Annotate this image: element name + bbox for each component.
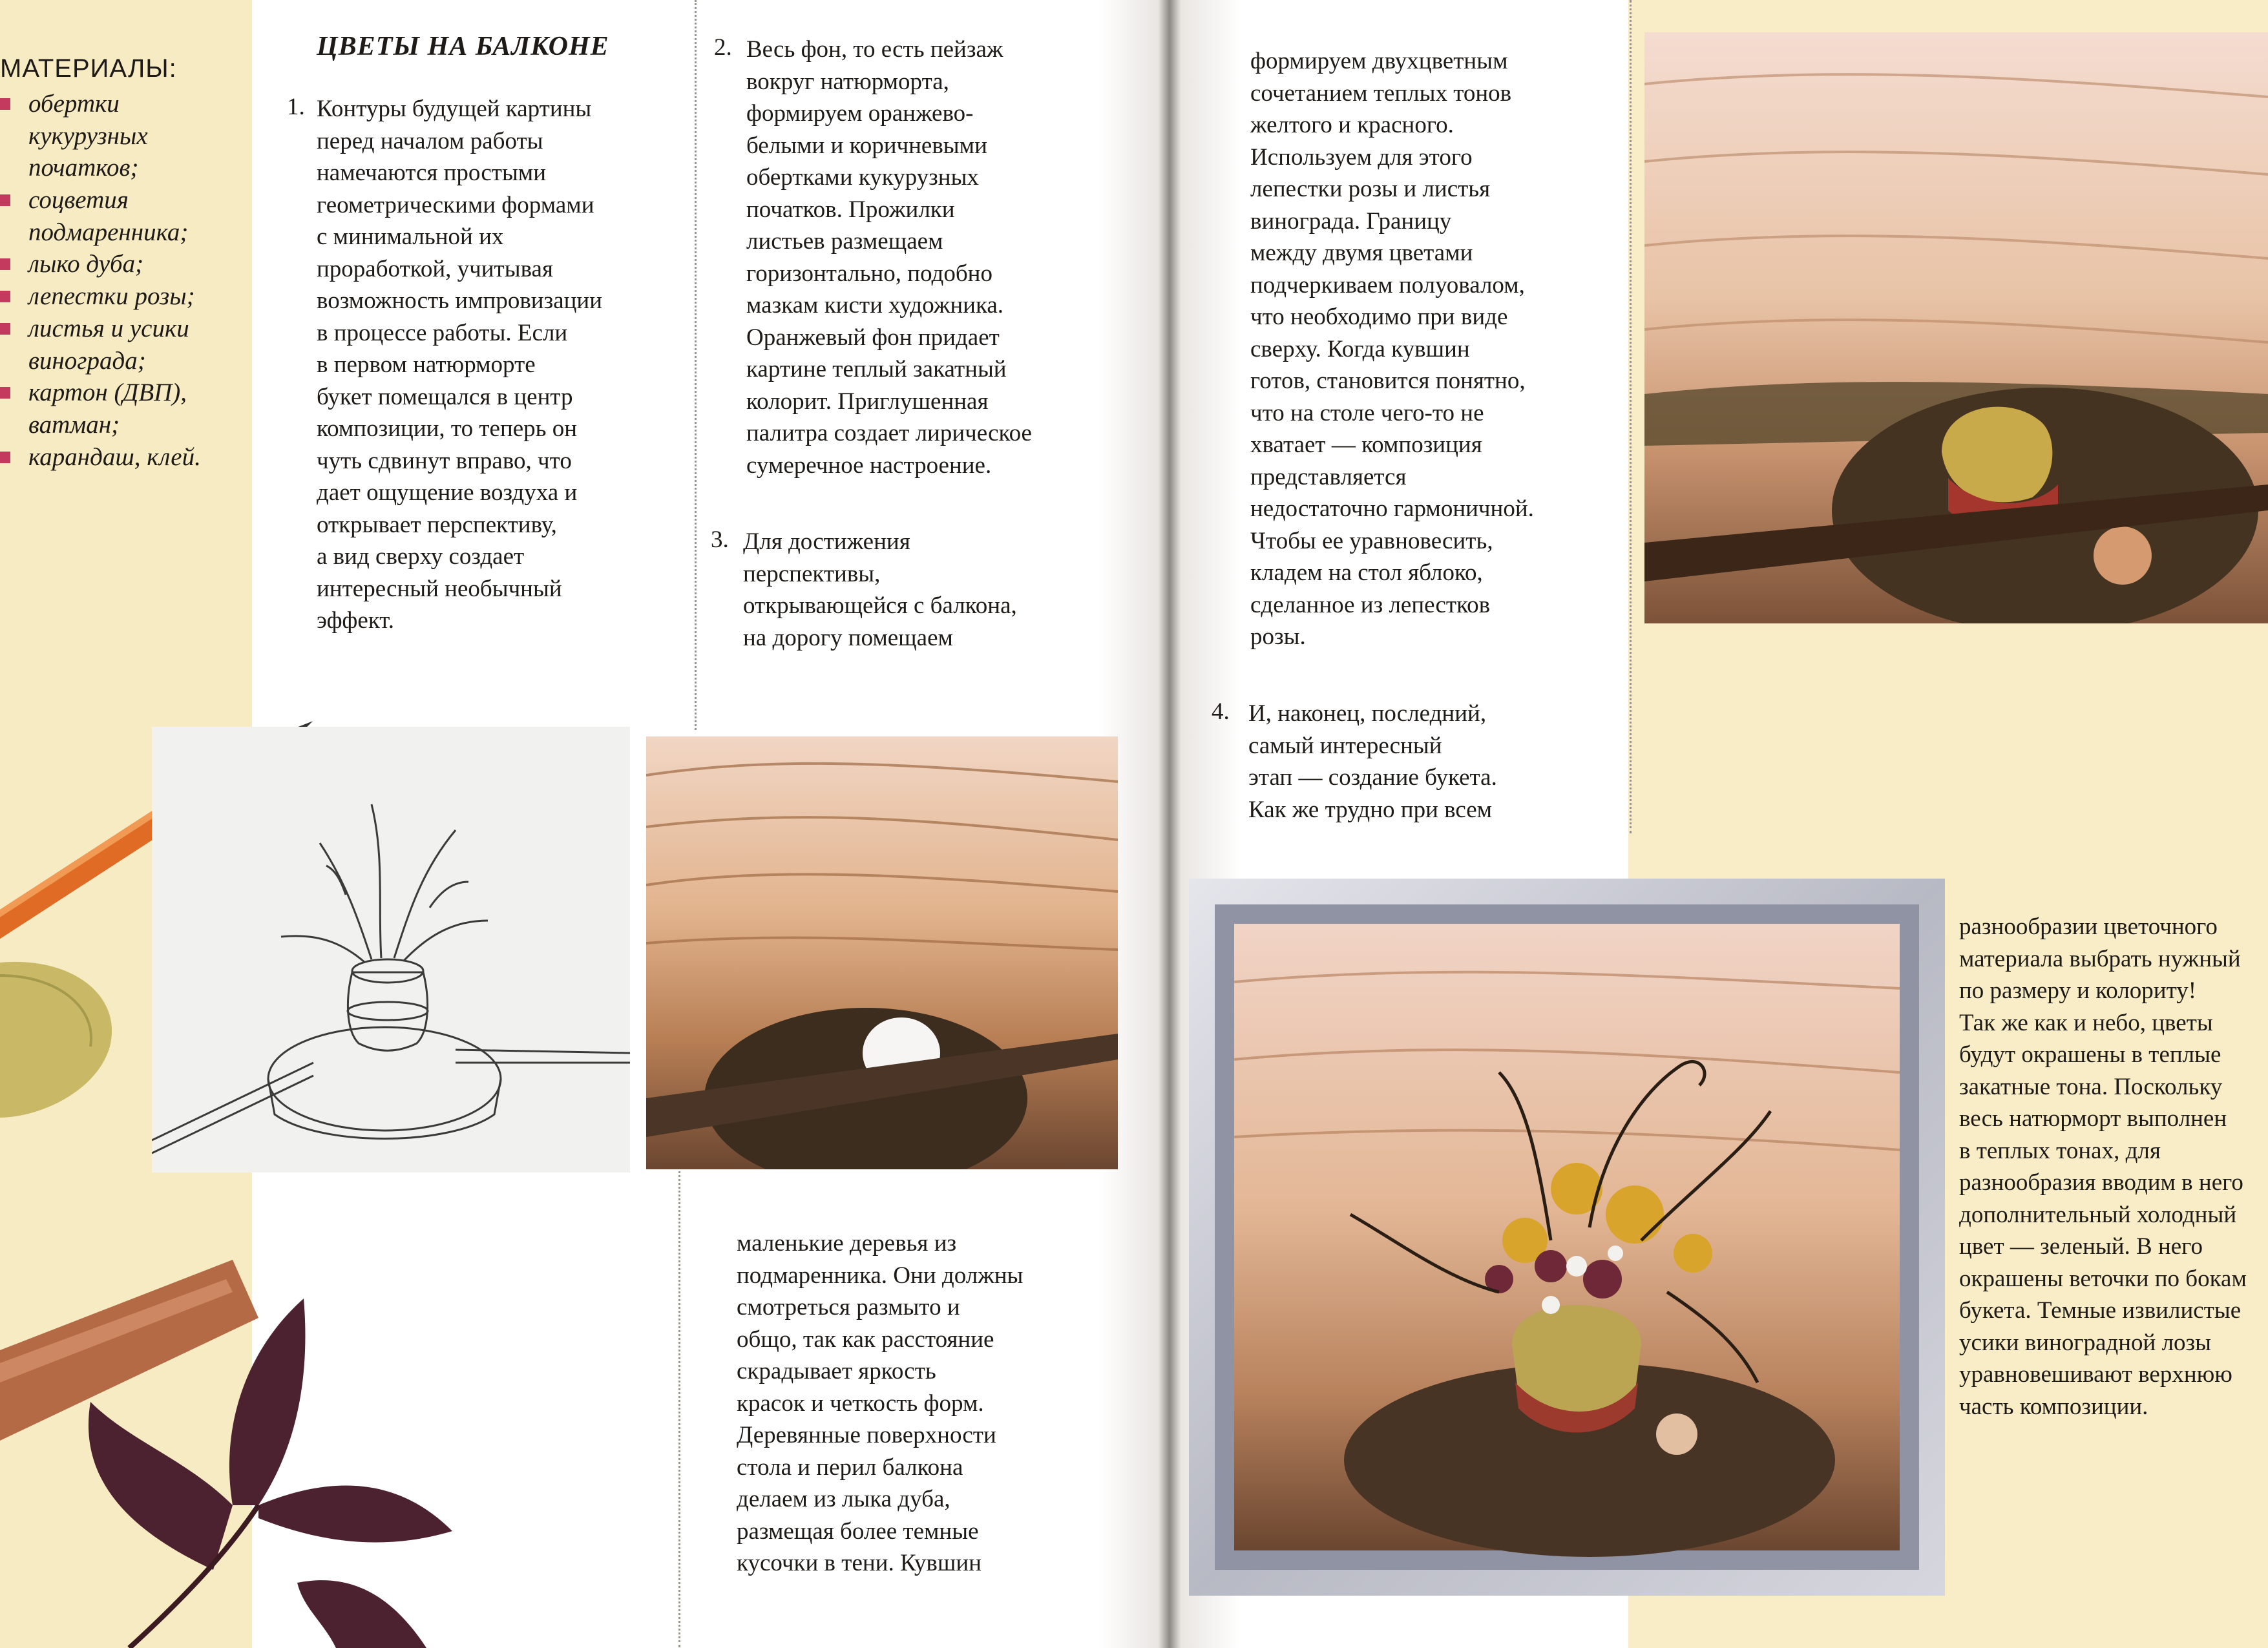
text-line: подмаренника. Они должны xyxy=(737,1262,1024,1289)
progress-photo xyxy=(646,736,1118,1169)
bullet-square-icon xyxy=(0,194,10,206)
bullet-square-icon xyxy=(0,323,10,335)
text-line: формируем двухцветным xyxy=(1250,48,1508,74)
text-line: по размеру и колориту! xyxy=(1959,977,2197,1004)
text-line: композиции, то теперь он xyxy=(317,415,578,442)
text-line: весь натюрморт выполнен xyxy=(1959,1105,2227,1132)
materials-item-text: обертки xyxy=(28,90,120,118)
text-line: Так же как и небо, цветы xyxy=(1959,1009,2213,1036)
column-divider xyxy=(695,0,697,730)
text-line: початков. Прожилки xyxy=(746,196,955,223)
materials-item-text: карандаш, клей. xyxy=(28,443,201,471)
text-line: стола и перил балкона xyxy=(737,1454,963,1481)
materials-item-text: лепестки розы; xyxy=(28,282,195,311)
materials-item xyxy=(0,185,252,218)
text-line: закатные тона. Поскольку xyxy=(1959,1073,2223,1100)
materials-item xyxy=(0,89,252,121)
text-line: а вид сверху создает xyxy=(317,543,525,570)
text-line: часть композиции. xyxy=(1959,1393,2148,1420)
text-line: Чтобы ее уравновесить, xyxy=(1250,527,1493,554)
materials-item-text: ватман; xyxy=(28,410,120,439)
text-line: вокруг натюрморта, xyxy=(746,68,949,95)
materials-item-text: подмаренника; xyxy=(28,218,189,246)
text-line: перспективы, xyxy=(743,560,881,587)
article-heading: ЦВЕТЫ НА БАЛКОНЕ xyxy=(317,32,609,61)
text-line: мазкам кисти художника. xyxy=(746,292,1004,318)
materials-item-text: листья и усики xyxy=(28,314,189,342)
step-3-continued-text xyxy=(737,1227,1023,1580)
materials-item xyxy=(0,218,252,250)
framed-picture xyxy=(1189,879,1945,1596)
materials-item xyxy=(0,443,252,475)
text-line: эффект. xyxy=(317,607,394,634)
text-line: разнообразии цветочного xyxy=(1959,913,2218,940)
text-line: винограда. Границу xyxy=(1250,207,1452,235)
text-line: между двумя цветами xyxy=(1250,240,1473,266)
bullet-square-icon xyxy=(0,291,10,302)
materials-list xyxy=(0,89,252,474)
text-line: скрадывает яркость xyxy=(737,1358,936,1384)
step-2-text xyxy=(746,34,1032,481)
text-line: открывает перспективу, xyxy=(317,511,557,538)
text-line: общо, так как расстояние xyxy=(737,1326,994,1353)
text-line: дополнительный холодный xyxy=(1959,1201,2237,1228)
text-line: возможность импровизации xyxy=(317,287,603,314)
text-line: сделанное из лепестков xyxy=(1250,591,1491,618)
materials-item xyxy=(0,378,252,410)
text-line: с минимальной их xyxy=(317,224,504,250)
text-line: формируем оранжево- xyxy=(746,100,974,127)
text-line: открывающейся с балкона, xyxy=(743,592,1017,619)
text-line: сверху. Когда кувшин xyxy=(1250,335,1470,362)
step-3-end-text xyxy=(1250,45,1534,653)
text-line: в теплых тонах, для xyxy=(1959,1137,2161,1164)
text-line: дает ощущение воздуха и xyxy=(317,479,578,506)
materials-item xyxy=(0,153,252,185)
materials-item-text: соцветия xyxy=(28,186,129,214)
text-line: желтого и красного. xyxy=(1250,112,1454,138)
materials-item-text: кукурузных xyxy=(28,121,148,150)
text-line: самый интересный xyxy=(1248,732,1442,759)
text-line: делаем из лыка дуба, xyxy=(737,1486,950,1512)
text-line: смотреться размыто и xyxy=(737,1294,960,1320)
text-line: чуть сдвинут вправо, что xyxy=(317,447,572,474)
leaf-photo xyxy=(0,1169,646,1648)
text-line: горизонтально, подобно xyxy=(746,260,992,287)
step-3-text xyxy=(743,526,1017,654)
text-line: листьев размещаем xyxy=(746,228,943,255)
text-line: намечаются простыми xyxy=(317,160,547,186)
materials-item xyxy=(0,346,252,379)
text-line: Оранжевый фон придает xyxy=(746,324,1000,351)
text-line: окрашены веточки по бокам xyxy=(1959,1265,2247,1292)
text-line: букета. Темные извилистые xyxy=(1959,1297,2242,1324)
text-line: интересный необычный xyxy=(317,575,562,602)
text-line: в процессе работы. Если xyxy=(317,319,568,346)
step-number: 2. xyxy=(714,34,732,61)
text-line: кладем на стол яблоко, xyxy=(1250,559,1483,586)
text-line: сочетанием теплых тонов xyxy=(1250,79,1512,107)
text-line: обертками кукурузных xyxy=(746,164,979,191)
text-line: букет помещался в центр xyxy=(317,383,573,410)
step-1-text xyxy=(317,93,602,637)
progress-photo-2 xyxy=(1644,32,2268,623)
materials-item xyxy=(0,121,252,154)
bullet-square-icon xyxy=(0,98,10,110)
text-line: палитра создает лирическое xyxy=(746,420,1032,446)
step-number: 1. xyxy=(287,94,305,120)
text-line: недостаточно гармоничной. xyxy=(1250,495,1534,522)
text-line: что необходимо при виде xyxy=(1250,304,1508,330)
bullet-square-icon xyxy=(0,258,10,270)
step-number: 3. xyxy=(711,527,729,553)
text-line: кусочки в тени. Кувшин xyxy=(737,1550,982,1576)
text-line: белыми и коричневыми xyxy=(746,132,987,159)
text-line: представляется xyxy=(1250,463,1407,490)
materials-item xyxy=(0,282,252,314)
text-line: что на столе чего-то не xyxy=(1250,399,1484,426)
step-number: 4. xyxy=(1212,698,1230,725)
text-line: геометрическими формами xyxy=(317,191,594,218)
text-line: этап — создание букета. xyxy=(1248,764,1497,791)
text-line: материала выбрать нужный xyxy=(1959,945,2241,972)
bullet-square-icon xyxy=(0,387,10,399)
materials-item-text: лыко дуба; xyxy=(28,250,144,278)
text-line: подчеркиваем полуовалом, xyxy=(1250,271,1525,298)
text-line: усики виноградной лозы xyxy=(1959,1329,2212,1356)
materials-item-text: картон (ДВП), xyxy=(28,379,187,407)
materials-item xyxy=(0,410,252,443)
text-line: колорит. Приглушенная xyxy=(746,388,989,415)
text-line: хватает — композиция xyxy=(1250,432,1482,458)
text-line: на дорогу помещаем xyxy=(743,624,953,651)
column-divider xyxy=(1630,0,1632,833)
text-line: лепестки розы и листья xyxy=(1250,176,1491,202)
materials-title: МАТЕРИАЛЫ: xyxy=(0,54,177,83)
text-line: в первом натюрморте xyxy=(317,351,536,378)
text-line: красок и четкость форм. xyxy=(737,1390,984,1417)
column-divider xyxy=(678,1163,680,1647)
text-line: И, наконец, последний, xyxy=(1248,700,1487,727)
materials-item xyxy=(0,314,252,346)
text-line: Контуры будущей картины xyxy=(317,96,592,122)
text-line: перед началом работы xyxy=(317,127,543,154)
materials-item-text: винограда; xyxy=(28,346,146,375)
text-line: маленькие деревья из xyxy=(737,1230,957,1257)
materials-item-text: початков; xyxy=(28,154,139,182)
sketch-photo xyxy=(152,727,630,1173)
text-line: розы. xyxy=(1250,623,1306,650)
text-line: Используем для этого xyxy=(1250,143,1473,171)
text-line: готов, становится понятно, xyxy=(1250,368,1526,394)
text-line: Для достижения xyxy=(743,528,910,555)
petal-image xyxy=(0,956,123,1124)
text-line: картине теплый закатный xyxy=(746,356,1007,382)
step-4-text xyxy=(1248,698,1497,826)
text-line: уравновешивают верхнюю xyxy=(1959,1361,2232,1388)
text-line: цвет — зеленый. В него xyxy=(1959,1233,2203,1260)
text-line: Деревянные поверхности xyxy=(737,1422,996,1448)
text-line: будут окрашены в теплые xyxy=(1959,1041,2221,1068)
bullet-square-icon xyxy=(0,452,10,463)
text-line: разнообразия вводим в него xyxy=(1959,1169,2243,1196)
text-line: сумеречное настроение. xyxy=(746,452,992,479)
step-4-continued-text xyxy=(1959,911,2247,1423)
text-line: Как же трудно при всем xyxy=(1248,796,1493,823)
text-line: Весь фон, то есть пейзаж xyxy=(746,36,1003,63)
text-line: размещая более темные xyxy=(737,1518,979,1545)
text-line: проработкой, учитывая xyxy=(317,255,553,282)
materials-item xyxy=(0,249,252,282)
